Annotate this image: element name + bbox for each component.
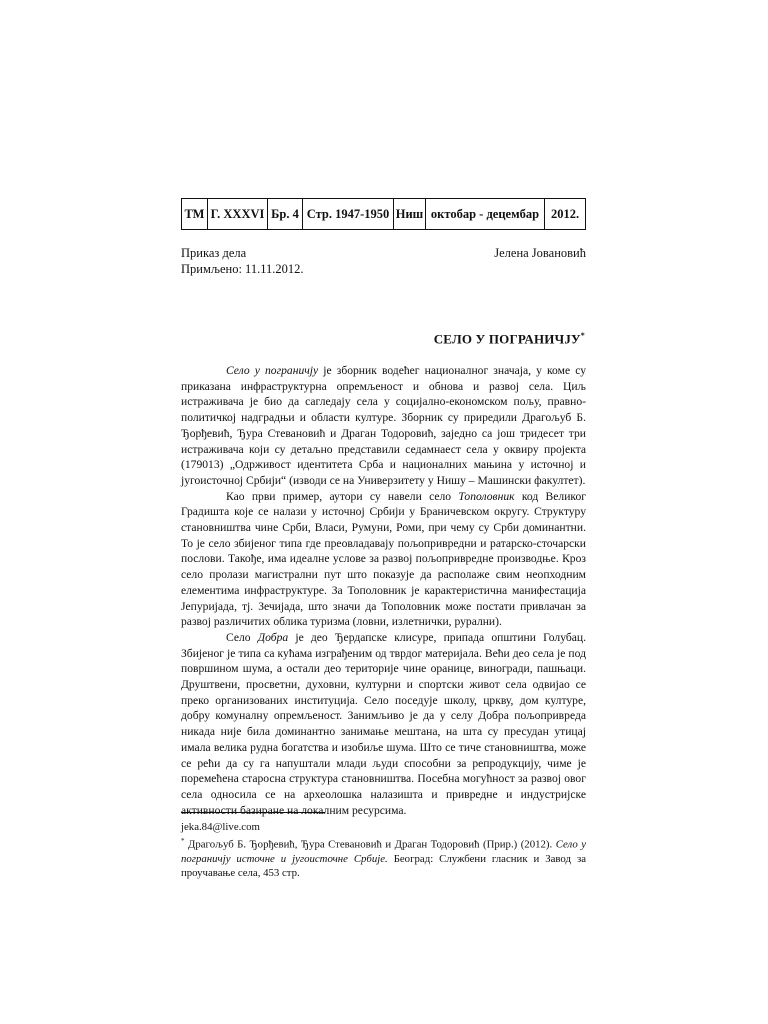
footnote-reference-italic: Село у пограничју источне и југоисточне Србије. [181, 838, 586, 865]
header-city: Ниш [394, 199, 426, 229]
article-type: Приказ дела [181, 246, 247, 260]
footnote-email: jeka.84@live.com [181, 821, 260, 833]
article-title [434, 331, 585, 347]
footnote-reference-before: Драгољуб Б. Ђорђевић, Ђура Стевановић и Драган Тодоровић (Прир.) (2012). [184, 838, 556, 851]
author-name: Јелена Јовановић [494, 246, 586, 260]
article-body [181, 363, 586, 818]
footnotes [181, 820, 586, 880]
paragraph-2-before: Као први пример, аутори су навели село [226, 489, 459, 503]
header-year: 2012. [550, 206, 580, 221]
paragraph-1-text: је зборник водећег националног значаја, у коме су приказана инфраструктурна опремљеност и обнова и развој села. Циљ истраживача је био да сагледају села у социјално-економском пољу, правно-политичкој надградњи и области културе. Зборник су приредили Драгољуб Б. Ђорђевић, Ђура Стевановић и Драган Тодоровић, заједно са још тридесет три истраживача који су детаљно представили седамнаест села у оквиру пројекта (179013) „Одрживост идентитета Срба и националних мањина у источној и југоисточној Србији“ (изводи се на Универзитету у Нишу – Машински факултет). [181, 364, 587, 487]
paragraph-3-after: је део Ђердапске клисуре, припада општини Голубац. Збијеног је типа са кућама изграђеним од тврдог материјала. Већи део села је под површином шума, а остали део територије чине оранице, виногради, пашњаци. Друштвени, просветни, духовни, културни и спортски живот села одвијао се преко организованих институција. Село поседује школу, цркву, дом културе, добру комуналну опремљеност. Занимљиво је да у селу Добра пољопривреда никада није била доминантно занимање мештана, на шта су пресудан утицај имала велика рудна богатства и изобиље шума. Што се тиче становништва, може се рећи да су га напуштали млади људи способни за репродукцију, чиме је поремећена старосна структура становништва. Посебна могућност за развој овог села односила се на археолошка налазишта и привредне и индустријске активности базиране на локалним ресурсима. [181, 630, 586, 817]
paragraph-3-italic: Добра [257, 630, 289, 644]
header-pages: Стр. 1947-1950 [303, 199, 394, 229]
footnote-reference-mark: * [181, 837, 185, 845]
paragraph-1 [181, 363, 586, 489]
footnote-reference [181, 834, 586, 880]
paragraph-2 [181, 489, 586, 630]
paragraph-3 [181, 630, 586, 818]
header-months: октобар - децембар [426, 199, 545, 229]
paragraph-2-italic: Тополовник [458, 489, 515, 503]
paragraph-2-after: код Великог Градишта које се налази у источној Србији у Браничевском округу. Структуру становништва чине Срби, Власи, Румуни, Роми, при чему су Срби доминантни. То је село збијеног типа где преовладавају пољопривредни и ратарско-сточарски послови. Такође, има идеалне услове за развој пољопривредне производње. Кроз село пролази магистрални пут што показује да располаже свим неопходним елементима инфраструктуре. За Тополовник је карактеристична манифестација Јепуријада, тј. Зечијада, што значи да Тополовник може постати привлачан за развој различитих облика туризма (ловни, излетнички, рурални). [181, 489, 587, 629]
header-volume: Г. XXXVI [208, 199, 268, 229]
header-issue: Бр. 4 [268, 199, 303, 229]
title-footnote-mark: * [580, 331, 585, 340]
paragraph-3-before: Село [226, 630, 258, 644]
footnote-reference-after: Београд: Службени гласник и Завод за проучавање села, 453 стр. [181, 852, 586, 879]
received-date: Примљено: 11.11.2012. [181, 262, 304, 276]
journal-header-table [181, 198, 586, 230]
header-journal: ТМ [182, 199, 208, 229]
footnote-separator [181, 812, 325, 813]
title-text: СЕЛО У ПОГРАНИЧЈУ [433, 331, 581, 347]
paragraph-1-italic: Село у пограничју [226, 364, 319, 377]
